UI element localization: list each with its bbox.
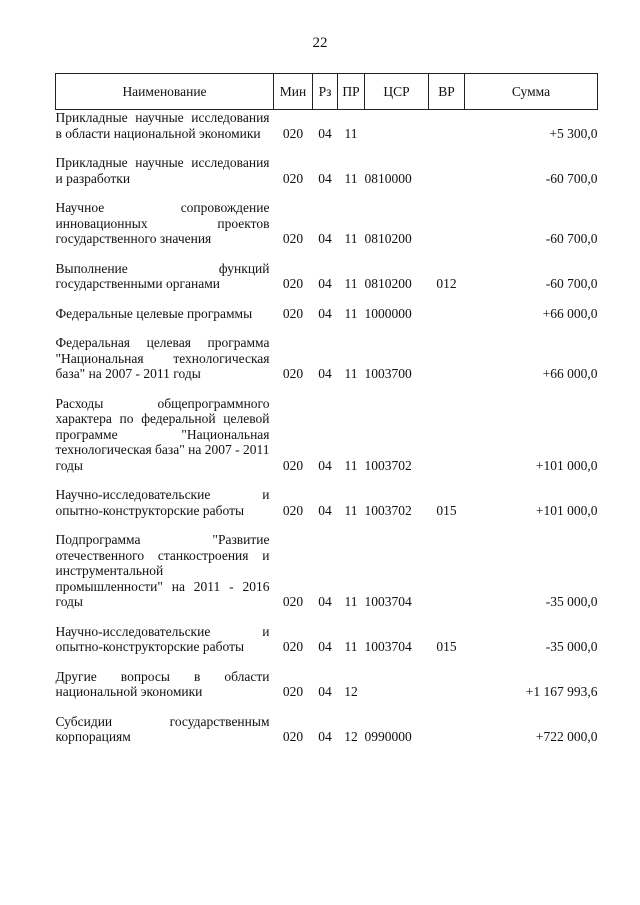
cell-min: 020 xyxy=(282,457,304,473)
cell-sum: +66 000,0 xyxy=(542,305,598,321)
cell-pr: 11 xyxy=(344,125,358,141)
header-vr: ВР xyxy=(429,74,465,110)
cell-pr: 11 xyxy=(344,639,358,654)
cell-name: Научно-исследовательские и опытно-конструкторские работы xyxy=(55,487,270,518)
cell-pr: 11 xyxy=(344,231,358,246)
cell-sum: +101 000,0 xyxy=(535,457,598,473)
header-csr: ЦСР xyxy=(365,74,429,110)
cell-min: 020 xyxy=(282,639,304,654)
cell-name: Прикладные научные исследования и разработки xyxy=(55,155,270,186)
table-row xyxy=(56,669,598,714)
cell-rz: 04 xyxy=(318,684,332,699)
cell-pr: 11 xyxy=(344,366,358,381)
budget-table xyxy=(55,73,598,759)
cell-rz: 04 xyxy=(318,502,332,518)
cell-vr xyxy=(429,155,465,200)
cell-rz: 04 xyxy=(318,125,332,141)
cell-name: Научно-исследовательские и опытно-конструкторские работы xyxy=(55,623,270,654)
table-row xyxy=(56,714,598,759)
cell-sum: -60 700,0 xyxy=(545,231,598,246)
cell-csr xyxy=(365,110,429,156)
cell-vr: 015 xyxy=(436,639,457,654)
cell-name: Федеральная целевая программа "Национальная технологическая база" на 2007 - 2011 годы xyxy=(55,335,270,381)
cell-rz: 04 xyxy=(318,366,332,381)
cell-vr: 012 xyxy=(436,276,457,291)
cell-sum: +5 300,0 xyxy=(549,125,598,141)
cell-sum: +66 000,0 xyxy=(542,366,598,381)
cell-pr: 11 xyxy=(344,594,358,609)
cell-name: Прикладные научные исследования в области национальной экономики xyxy=(55,110,270,141)
cell-sum: +722 000,0 xyxy=(535,729,598,744)
table-row xyxy=(56,261,598,306)
table-row xyxy=(56,396,598,488)
cell-sum: -35 000,0 xyxy=(545,594,598,609)
cell-sum: -60 700,0 xyxy=(545,276,598,291)
table-header-row xyxy=(56,74,598,110)
table-row xyxy=(56,110,598,156)
cell-vr xyxy=(429,110,465,156)
table-row xyxy=(56,487,598,532)
cell-name: Федеральные целевые программы xyxy=(55,305,253,321)
cell-sum: +101 000,0 xyxy=(535,502,598,518)
cell-rz: 04 xyxy=(318,305,332,321)
cell-pr: 11 xyxy=(344,502,358,518)
cell-name: Субсидии государственным корпорациям xyxy=(55,713,270,744)
cell-csr: 0810200 xyxy=(364,231,412,246)
cell-csr: 1003704 xyxy=(364,594,412,609)
header-rz: Рз xyxy=(313,74,338,110)
cell-sum: +1 167 993,6 xyxy=(525,684,598,699)
cell-csr: 0810000 xyxy=(364,170,412,186)
cell-min: 020 xyxy=(282,729,304,744)
cell-pr: 12 xyxy=(344,729,358,744)
cell-sum: -60 700,0 xyxy=(545,170,598,186)
cell-min: 020 xyxy=(282,170,304,186)
cell-csr: 1003702 xyxy=(364,457,412,473)
cell-rz: 04 xyxy=(318,276,332,291)
cell-vr xyxy=(429,532,465,624)
cell-min: 020 xyxy=(282,276,304,291)
cell-csr: 1000000 xyxy=(364,305,412,321)
header-min: Мин xyxy=(274,74,313,110)
cell-min: 020 xyxy=(282,305,304,321)
cell-name: Выполнение функций государственными органами xyxy=(55,260,270,291)
page-number: 22 xyxy=(312,35,328,51)
header-pr: ПР xyxy=(338,74,365,110)
cell-rz: 04 xyxy=(318,729,332,744)
table-row xyxy=(56,306,598,336)
cell-min: 020 xyxy=(282,684,304,699)
cell-min: 020 xyxy=(282,594,304,609)
cell-name: Другие вопросы в области национальной экономики xyxy=(55,668,270,699)
cell-rz: 04 xyxy=(318,231,332,246)
cell-pr: 12 xyxy=(344,684,358,699)
cell-csr: 0810200 xyxy=(364,276,412,291)
cell-csr: 1003704 xyxy=(364,639,412,654)
cell-rz: 04 xyxy=(318,594,332,609)
cell-csr xyxy=(365,669,429,714)
table-row xyxy=(56,335,598,396)
header-sum: Сумма xyxy=(465,74,598,110)
cell-min: 020 xyxy=(282,502,304,518)
cell-min: 020 xyxy=(282,366,304,381)
cell-pr: 11 xyxy=(344,276,358,291)
table-row xyxy=(56,200,598,261)
cell-min: 020 xyxy=(282,125,304,141)
cell-vr xyxy=(429,396,465,488)
cell-pr: 11 xyxy=(344,170,358,186)
header-name: Наименование xyxy=(56,74,274,110)
cell-vr xyxy=(429,714,465,759)
cell-min: 020 xyxy=(282,231,304,246)
table-row xyxy=(56,155,598,200)
cell-pr: 11 xyxy=(344,457,358,473)
cell-rz: 04 xyxy=(318,639,332,654)
cell-rz: 04 xyxy=(318,170,332,186)
table-row xyxy=(56,624,598,669)
cell-pr: 11 xyxy=(344,305,358,321)
cell-vr xyxy=(429,200,465,261)
cell-sum: -35 000,0 xyxy=(545,639,598,654)
cell-name: Научное сопровождение инновационных проектов государственного значения xyxy=(55,200,270,246)
cell-name: Подпрограмма "Развитие отечественного станкостроения и инструментальной промышленности" на 2011 - 2016 годы xyxy=(55,532,270,609)
cell-vr xyxy=(429,669,465,714)
cell-csr: 0990000 xyxy=(364,729,412,744)
cell-vr xyxy=(429,306,465,336)
table-row xyxy=(56,532,598,624)
cell-vr xyxy=(429,335,465,396)
cell-rz: 04 xyxy=(318,457,332,473)
cell-name: Расходы общепрограммного характера по федеральной целевой программе "Национальная технологическая база" на 2007 - 2011 годы xyxy=(55,395,270,473)
cell-csr: 1003700 xyxy=(364,366,412,381)
cell-csr: 1003702 xyxy=(364,502,412,518)
cell-vr: 015 xyxy=(436,502,457,518)
